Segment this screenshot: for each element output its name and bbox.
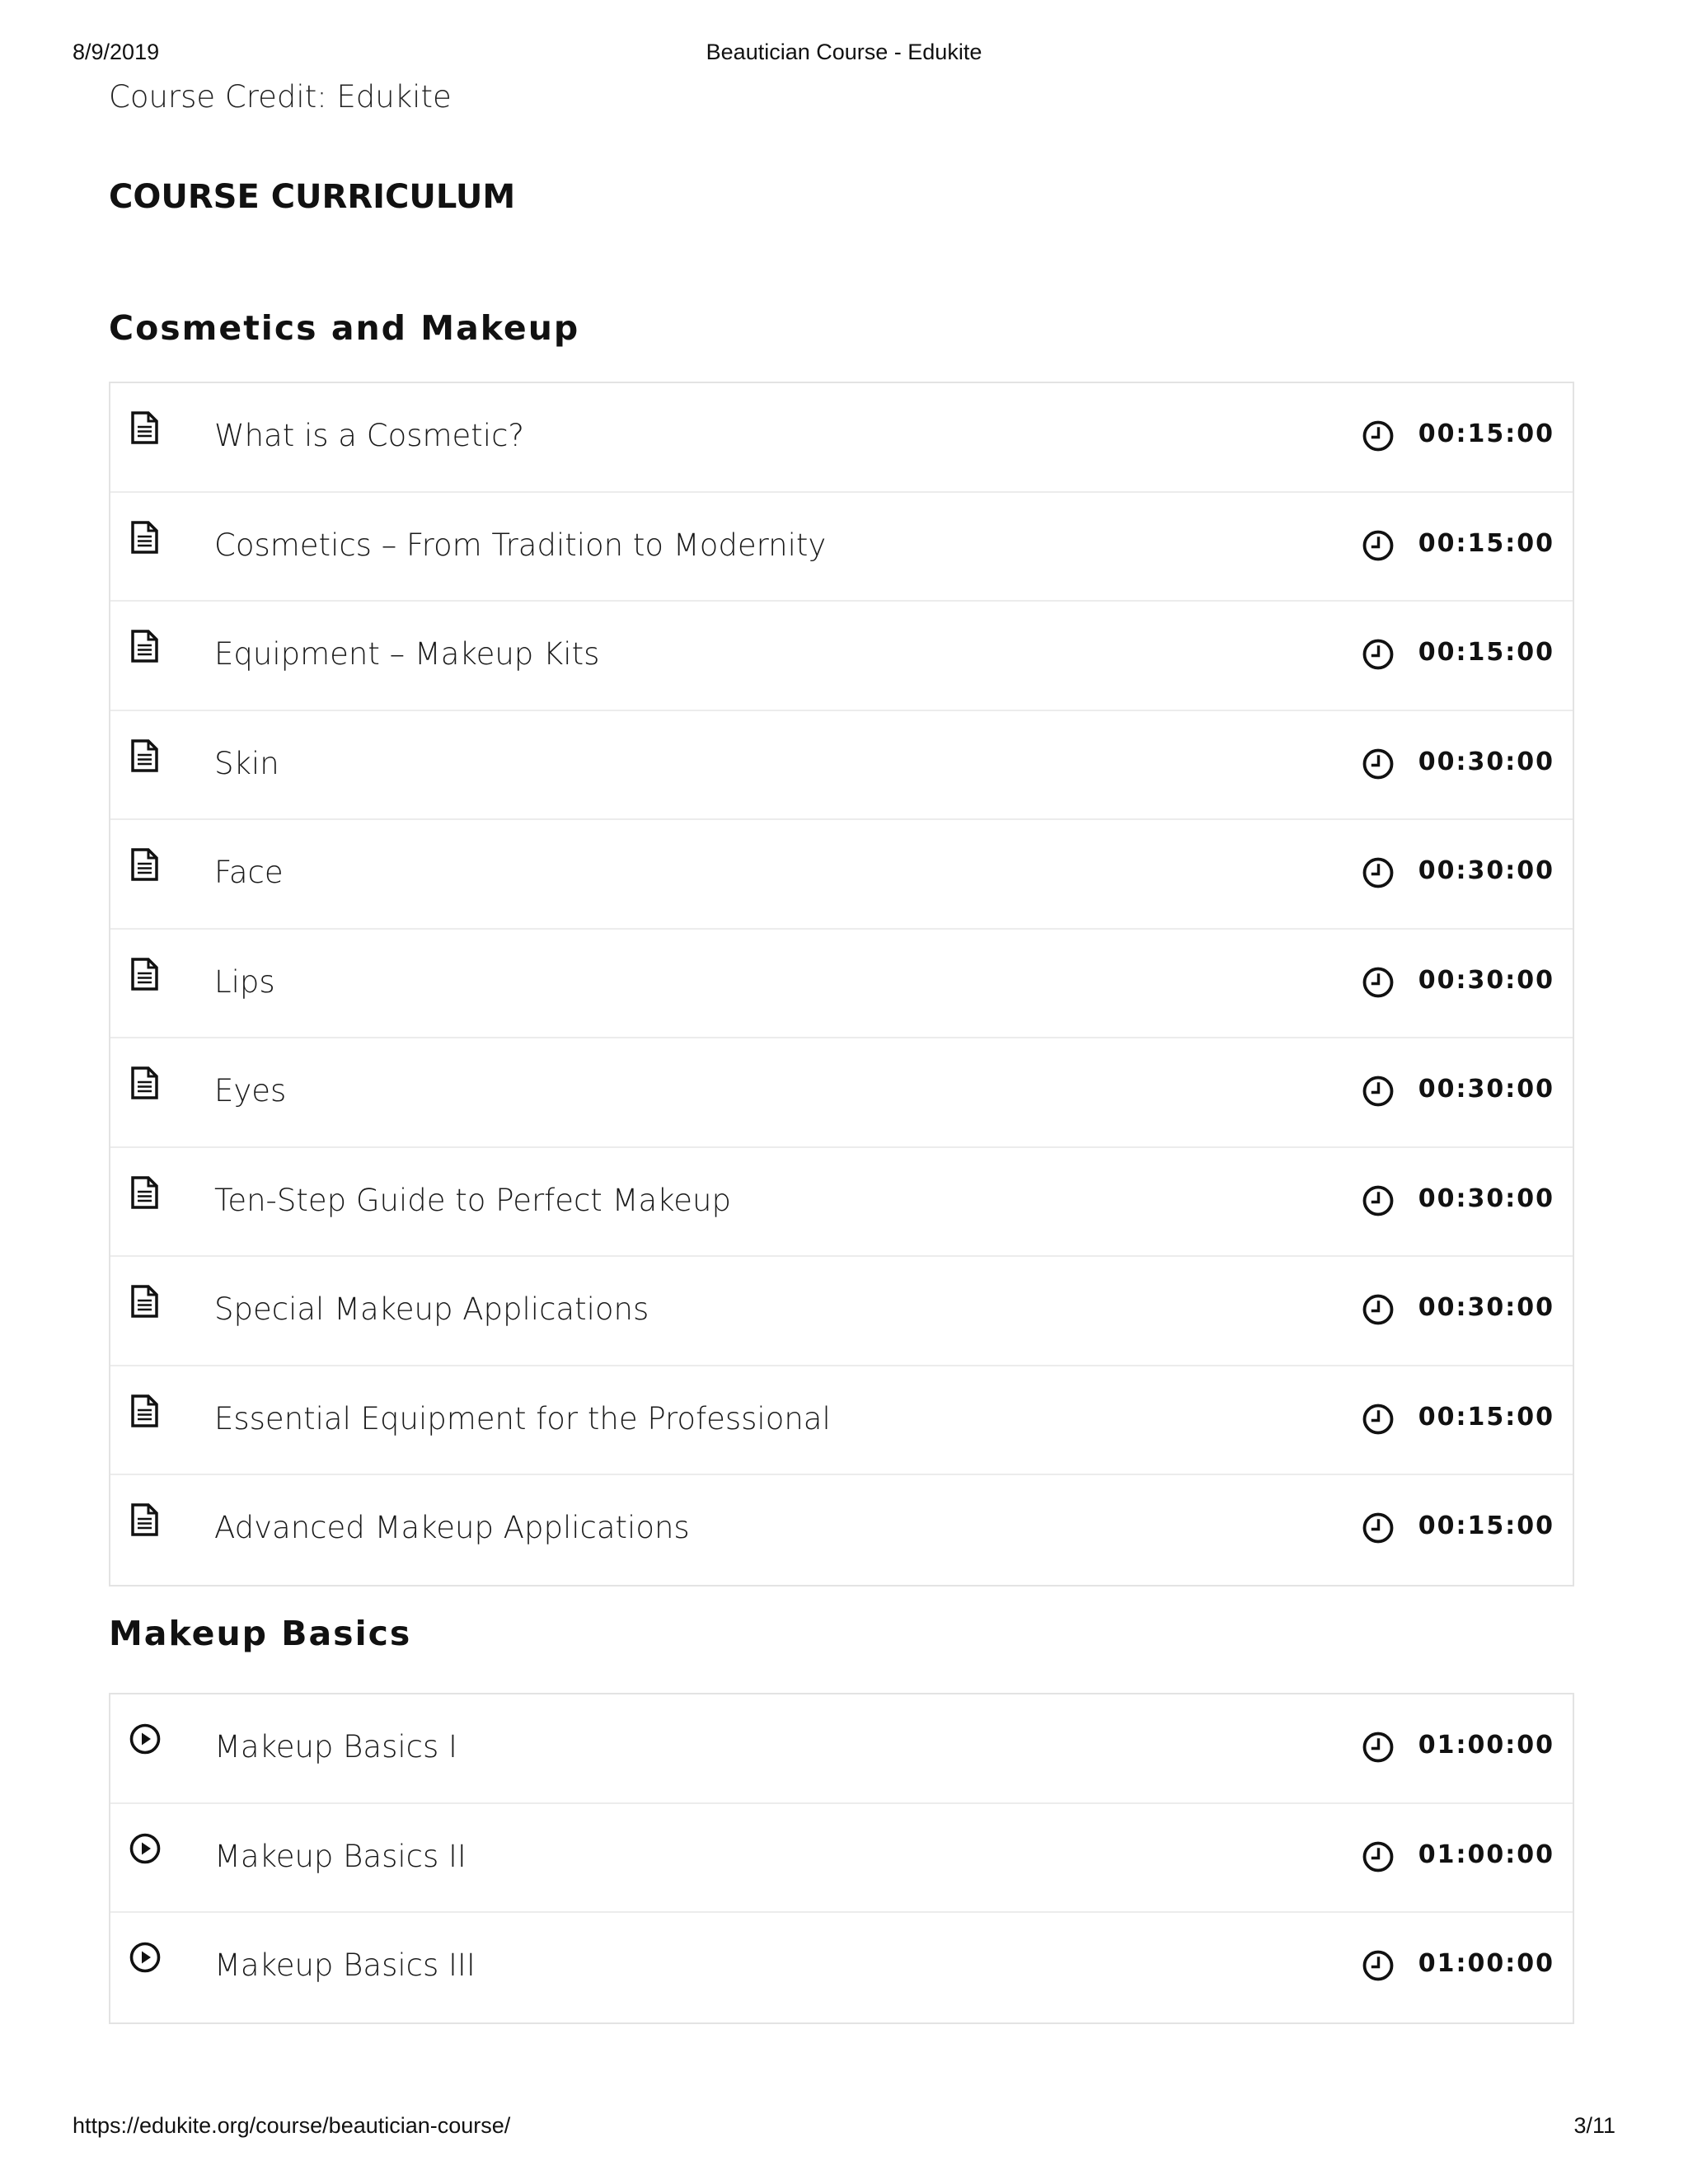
lesson-row[interactable]	[110, 1694, 1573, 1804]
lesson-row[interactable]	[110, 602, 1573, 711]
clock-icon	[1362, 1293, 1395, 1326]
clock-icon	[1362, 1184, 1395, 1217]
document-icon	[129, 1066, 160, 1099]
lesson-title[interactable]: Makeup Basics II	[214, 1838, 467, 1874]
lesson-duration: 01:00:00	[1418, 1949, 1554, 1978]
lesson-row[interactable]	[110, 1038, 1573, 1148]
clock-icon	[1362, 966, 1395, 999]
print-date: 8/9/2019	[73, 40, 160, 64]
lesson-row[interactable]	[110, 1475, 1573, 1585]
lesson-row[interactable]	[110, 1366, 1573, 1476]
lesson-row[interactable]	[110, 1257, 1573, 1366]
lesson-title[interactable]: What is a Cosmetic?	[214, 418, 525, 453]
lesson-duration: 00:30:00	[1418, 965, 1554, 995]
lesson-row[interactable]	[110, 1913, 1573, 2022]
lesson-row[interactable]	[110, 711, 1573, 821]
lesson-title[interactable]: Makeup Basics I	[214, 1729, 457, 1765]
lesson-duration: 00:30:00	[1418, 1293, 1554, 1322]
print-header	[73, 40, 1615, 69]
section-title-cosmetics-and-makeup: Cosmetics and Makeup	[109, 308, 580, 348]
lesson-list-cosmetics-and-makeup	[109, 382, 1574, 1586]
document-icon	[129, 848, 160, 881]
lesson-duration: 00:30:00	[1418, 1075, 1554, 1104]
clock-icon	[1362, 1075, 1395, 1108]
clock-icon	[1362, 638, 1395, 671]
lesson-title[interactable]: Special Makeup Applications	[214, 1291, 649, 1327]
document-icon	[129, 1394, 160, 1427]
lesson-title[interactable]: Lips	[214, 963, 275, 1000]
clock-icon	[1362, 856, 1395, 889]
lesson-title[interactable]: Skin	[214, 745, 279, 781]
lesson-row[interactable]	[110, 493, 1573, 602]
course-credit: Course Credit: Edukite	[109, 79, 452, 115]
document-icon	[129, 411, 160, 444]
lesson-row[interactable]	[110, 820, 1573, 930]
clock-icon	[1362, 1840, 1395, 1873]
curriculum-heading: COURSE CURRICULUM	[109, 178, 516, 216]
document-icon	[129, 1176, 160, 1209]
lesson-duration: 00:30:00	[1418, 856, 1554, 885]
lesson-duration: 00:30:00	[1418, 1183, 1554, 1213]
clock-icon	[1362, 1403, 1395, 1436]
lesson-title[interactable]: Equipment – Makeup Kits	[214, 636, 600, 672]
lesson-title[interactable]: Makeup Basics III	[214, 1947, 476, 1983]
clock-icon	[1362, 1731, 1395, 1764]
play-icon	[129, 1832, 160, 1865]
lesson-row[interactable]	[110, 383, 1573, 493]
lesson-duration: 00:15:00	[1418, 1511, 1554, 1540]
lesson-row[interactable]	[110, 1804, 1573, 1914]
clock-icon	[1362, 419, 1395, 452]
lesson-title[interactable]: Eyes	[214, 1073, 287, 1108]
lesson-duration: 01:00:00	[1418, 1840, 1554, 1869]
lesson-duration: 00:15:00	[1418, 419, 1554, 448]
print-document-title: Beautician Course - Edukite	[706, 40, 982, 64]
clock-icon	[1362, 529, 1395, 562]
lesson-row[interactable]	[110, 930, 1573, 1039]
clock-icon	[1362, 1511, 1395, 1544]
lesson-title[interactable]: Ten-Step Guide to Perfect Makeup	[214, 1182, 731, 1218]
page-number: 3/11	[1573, 2113, 1615, 2138]
lesson-title[interactable]: Advanced Makeup Applications	[214, 1510, 690, 1545]
play-icon	[129, 1722, 160, 1755]
document-icon	[129, 958, 160, 991]
lesson-list-makeup-basics	[109, 1693, 1574, 2024]
document-icon	[129, 630, 160, 663]
lesson-duration: 00:30:00	[1418, 747, 1554, 776]
print-footer	[73, 2113, 1615, 2143]
lesson-duration: 00:15:00	[1418, 638, 1554, 667]
clock-icon	[1362, 748, 1395, 780]
section-title-makeup-basics: Makeup Basics	[109, 1614, 412, 1653]
clock-icon	[1362, 1949, 1395, 1982]
play-icon	[129, 1941, 160, 1974]
lesson-row[interactable]	[110, 1148, 1573, 1258]
document-icon	[129, 1285, 160, 1318]
lesson-duration: 01:00:00	[1418, 1731, 1554, 1760]
document-icon	[129, 521, 160, 554]
lesson-duration: 00:15:00	[1418, 528, 1554, 558]
document-icon	[129, 1503, 160, 1536]
lesson-title[interactable]: Cosmetics – From Tradition to Modernity	[214, 527, 827, 563]
lesson-title[interactable]: Essential Equipment for the Professional	[214, 1400, 831, 1436]
lesson-title[interactable]: Face	[214, 855, 284, 890]
document-icon	[129, 739, 160, 772]
page-url: https://edukite.org/course/beautician-course/	[73, 2113, 511, 2138]
lesson-duration: 00:15:00	[1418, 1402, 1554, 1432]
